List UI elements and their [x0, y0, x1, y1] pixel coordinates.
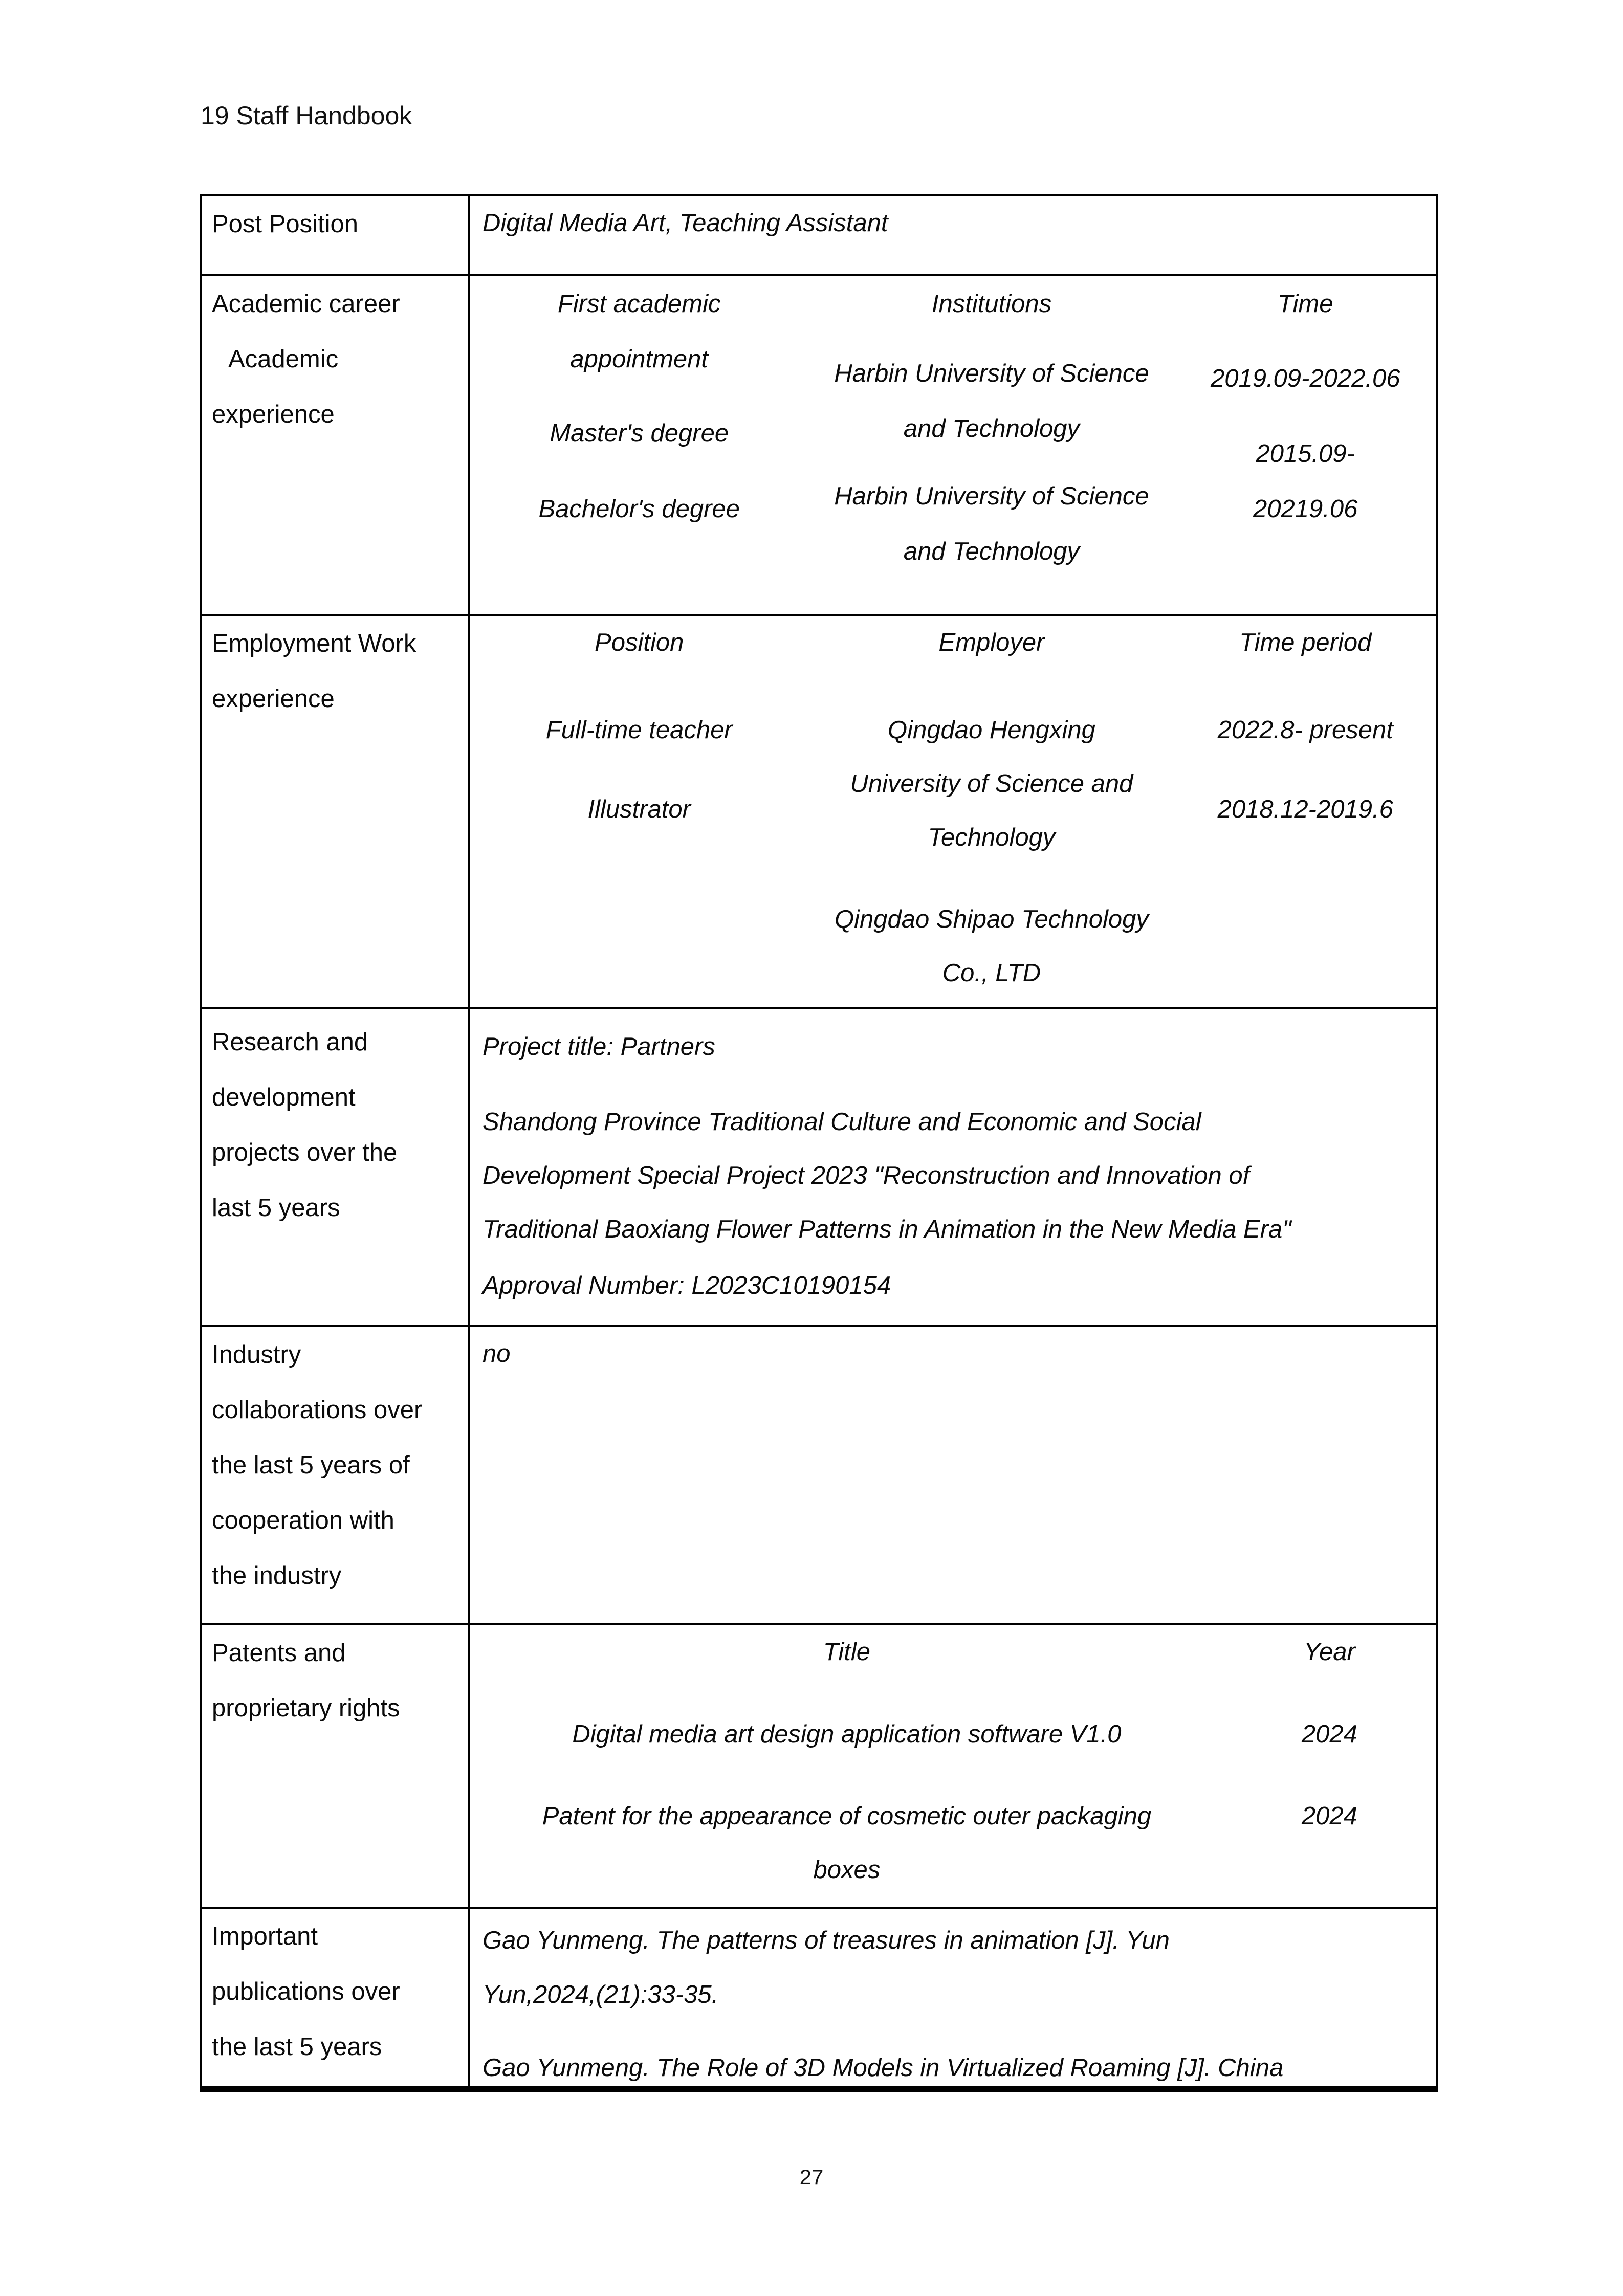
academic-institution-column — [808, 276, 1175, 579]
patents-label-cell — [202, 1625, 470, 1907]
research-label-cell — [202, 1009, 470, 1325]
column-header: Institutions — [931, 290, 1052, 318]
column-header: Position — [595, 629, 684, 656]
time-line: 2015.09- — [1256, 440, 1355, 468]
row-label-line: Industry — [212, 1341, 301, 1368]
row-label-line: Academic career — [212, 290, 400, 318]
row-label-line: the last 5 years of — [212, 1451, 410, 1479]
institution-line: Harbin University of Science — [834, 482, 1149, 510]
degree-line: Master's degree — [550, 420, 729, 447]
industry-content-cell — [470, 1327, 1436, 1623]
row-label-line: collaborations over — [212, 1396, 423, 1424]
row-label-line: Important — [212, 1923, 318, 1950]
row-academic-experience — [202, 274, 1436, 614]
column-header: Time period — [1239, 629, 1372, 656]
position-line: Illustrator — [587, 796, 691, 823]
row-label-line: the last 5 years — [212, 2033, 382, 2061]
row-industry-collaborations — [202, 1325, 1436, 1623]
employer-line: Technology — [928, 824, 1056, 851]
position-line: Full-time teacher — [545, 716, 733, 744]
publication-line: Yun,2024,(21):33-35. — [482, 1981, 719, 2008]
publications-label-cell — [202, 1909, 470, 2086]
time-line: 20219.06 — [1253, 495, 1358, 523]
page-title: 19 Staff Handbook — [201, 101, 412, 130]
employer-line: Qingdao Hengxing — [888, 716, 1095, 744]
patent-title-line: boxes — [813, 1856, 881, 1884]
academic-degree-column — [470, 276, 808, 579]
row-research-projects — [202, 1007, 1436, 1325]
row-post-position — [202, 196, 1436, 274]
publications-content-cell — [470, 1909, 1436, 2086]
employment-position-column — [470, 616, 808, 1000]
patent-title-line: Digital media art design application software V1.0 — [572, 1720, 1122, 1748]
employment-time-column — [1175, 616, 1435, 1000]
publication-line: Gao Yunmeng. The Role of 3D Models in Virtualized Roaming [J]. China — [482, 2054, 1284, 2082]
research-line: Shandong Province Traditional Culture and Economic and Social — [482, 1108, 1201, 1136]
row-label-line: Patents and — [212, 1639, 346, 1667]
column-header: Year — [1304, 1638, 1355, 1666]
staff-cv-table — [200, 194, 1438, 2092]
research-line: Project title: Partners — [482, 1033, 715, 1061]
industry-value: no — [482, 1340, 511, 1367]
research-line: Approval Number: L2023C10190154 — [482, 1272, 891, 1299]
academic-content-cell — [470, 276, 1436, 614]
row-label-line: publications over — [212, 1978, 400, 2005]
industry-label-cell — [202, 1327, 470, 1623]
degree-line: appointment — [570, 345, 709, 373]
employment-content-cell — [470, 616, 1436, 1007]
row-label-line: projects over the — [212, 1139, 398, 1166]
employment-employer-column — [808, 616, 1175, 1000]
time-line: 2019.09-2022.06 — [1210, 365, 1400, 392]
row-label-line: last 5 years — [212, 1194, 340, 1222]
row-label-line: Employment Work — [212, 630, 416, 657]
research-line: Traditional Baoxiang Flower Patterns in Animation in the New Media Era" — [482, 1216, 1291, 1243]
row-label-line: Research and — [212, 1028, 368, 1056]
row-label-line: development — [212, 1084, 356, 1111]
institution-line: and Technology — [903, 538, 1080, 565]
employer-line: University of Science and — [850, 770, 1133, 798]
research-line: Development Special Project 2023 "Reconstruction and Innovation of — [482, 1162, 1250, 1189]
row-label-line: Academic — [228, 345, 339, 373]
row-label: Post Position — [212, 210, 358, 238]
degree-line: Bachelor's degree — [538, 495, 740, 523]
page-number: 27 — [799, 2165, 824, 2189]
row-employment-experience — [202, 614, 1436, 1007]
post-position-label-cell — [202, 196, 470, 274]
column-header: Title — [823, 1638, 870, 1666]
patent-title-line: Patent for the appearance of cosmetic outer packaging — [542, 1802, 1152, 1830]
row-label-line: the industry — [212, 1562, 342, 1589]
row-patents — [202, 1623, 1436, 1907]
patents-year-column — [1223, 1625, 1436, 1897]
employer-line: Co., LTD — [942, 959, 1041, 987]
post-position-value-cell — [470, 196, 1436, 274]
time-line: 2018.12-2019.6 — [1217, 796, 1393, 823]
academic-label-cell — [202, 276, 470, 614]
row-label-line: cooperation with — [212, 1507, 394, 1534]
time-line: 2022.8- present — [1217, 716, 1393, 744]
degree-line: First academic — [557, 290, 721, 318]
row-label-line: proprietary rights — [212, 1694, 400, 1722]
publication-line: Gao Yunmeng. The patterns of treasures in animation [J]. Yun — [482, 1927, 1170, 1954]
institution-line: and Technology — [903, 415, 1080, 443]
patent-year-line: 2024 — [1301, 1720, 1357, 1748]
patents-content-cell — [470, 1625, 1436, 1907]
patents-title-column — [470, 1625, 1223, 1897]
column-header: Employer — [938, 629, 1045, 656]
row-label-line: experience — [212, 401, 335, 428]
employer-line: Qingdao Shipao Technology — [835, 906, 1149, 933]
patent-year-line: 2024 — [1301, 1802, 1357, 1830]
column-header: Time — [1277, 290, 1333, 318]
employment-label-cell — [202, 616, 470, 1007]
research-content-cell — [470, 1009, 1436, 1325]
academic-time-column — [1175, 276, 1435, 579]
institution-line: Harbin University of Science — [834, 360, 1149, 387]
post-position-value: Digital Media Art, Teaching Assistant — [482, 209, 888, 237]
row-label-line: experience — [212, 685, 335, 713]
row-publications — [202, 1907, 1436, 2086]
